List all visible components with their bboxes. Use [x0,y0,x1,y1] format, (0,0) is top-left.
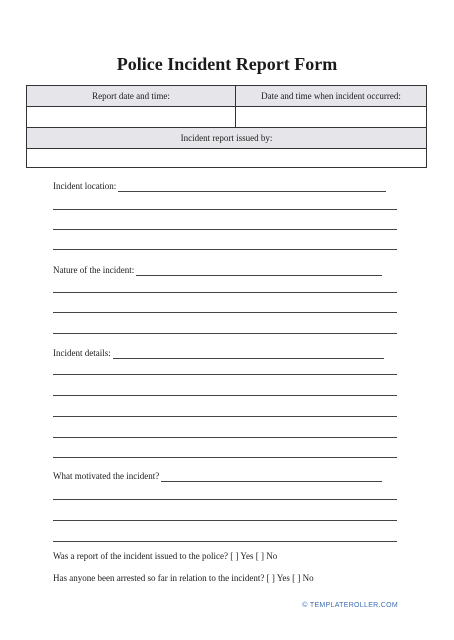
incident-date-cell[interactable] [236,107,427,128]
details-line-6[interactable] [53,457,397,458]
location-line-2[interactable] [53,209,397,210]
incident-location-label: Incident location: [53,181,117,191]
details-line-3[interactable] [53,395,397,396]
report-date-label: Report date and time: [27,86,236,107]
templateroller-link[interactable]: © TEMPLATEROLLER.COM [302,602,398,609]
incident-location-line[interactable] [118,182,386,192]
details-line-2[interactable] [53,374,397,375]
nature-label: Nature of the incident: [53,265,135,275]
arrested-question[interactable]: Has anyone been arrested so far in relation to the incident? [ ] Yes [ ] No [53,573,314,583]
motivation-line-4[interactable] [53,541,397,542]
location-line-3[interactable] [53,229,397,230]
location-line-4[interactable] [53,249,397,250]
motivation-field[interactable] [53,471,397,482]
details-line-4[interactable] [53,416,397,417]
incident-date-label: Date and time when incident occurred: [236,86,427,107]
form-title: Police Incident Report Form [116,54,338,74]
motivation-line[interactable] [161,472,382,482]
nature-field[interactable] [53,265,397,276]
report-header-table [26,85,427,168]
motivation-line-3[interactable] [53,520,397,521]
nature-line-4[interactable] [53,333,397,334]
details-field[interactable] [53,348,397,359]
details-label: Incident details: [53,348,111,358]
nature-line[interactable] [136,266,382,276]
issued-by-label: Incident report issued by: [27,128,427,149]
issued-by-cell[interactable] [27,149,427,168]
incident-location-field[interactable] [53,181,397,192]
nature-line-2[interactable] [53,292,397,293]
police-report-question[interactable]: Was a report of the incident issued to the police? [ ] Yes [ ] No [53,551,278,561]
motivation-label: What motivated the incident? [53,471,160,481]
nature-line-3[interactable] [53,312,397,313]
details-line-5[interactable] [53,437,397,438]
report-date-cell[interactable] [27,107,236,128]
details-line[interactable] [113,349,384,359]
motivation-line-2[interactable] [53,499,397,500]
